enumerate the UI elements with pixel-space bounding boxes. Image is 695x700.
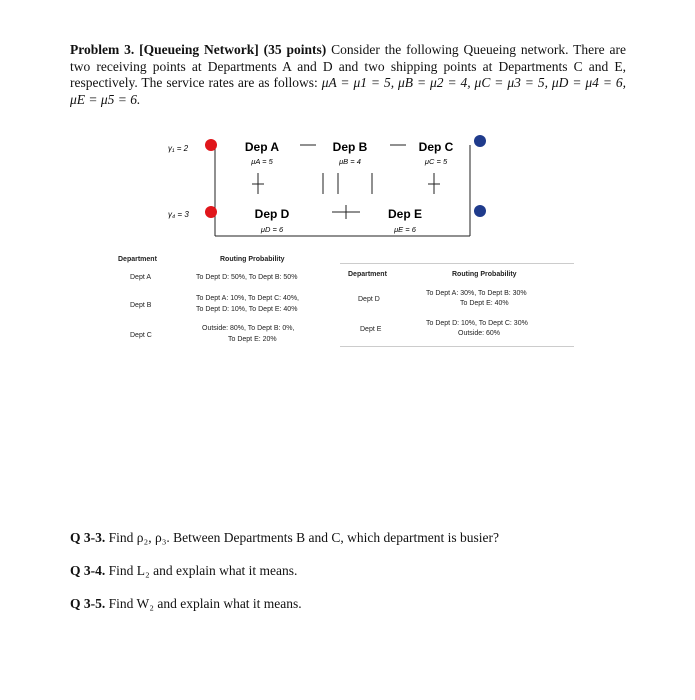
question-label: Q 3-4. <box>70 563 106 578</box>
dep-b-rate: μB = 4 <box>339 157 361 166</box>
question-text: Find W₂ and explain what it means. <box>105 596 302 611</box>
table-left-row-c-dept: Dept C <box>130 332 152 339</box>
question-3-5 <box>70 596 302 612</box>
receive-point-d <box>205 206 217 218</box>
table-right-row-e-dept: Dept E <box>360 326 382 333</box>
arrival-rate-a: γ₁ = 2 <box>168 144 189 153</box>
table-left-row-b-routing-2: To Dept D: 10%, To Dept E: 40% <box>196 306 298 313</box>
question-label: Q 3-5. <box>70 596 106 611</box>
table-left-row-a-dept: Dept A <box>130 274 152 281</box>
ship-point-e <box>474 205 486 217</box>
question-text: Find ρ₂, ρ₃. Between Departments B and C, which department is busier? <box>105 530 499 545</box>
question-3-3 <box>70 530 499 546</box>
dep-b-name: Dep B <box>332 140 368 154</box>
problem-text: Consider the following Queueing network. There are two receiving points at Departments A and D and two shipping points at Departments C and E, respectively. The service rates are as follows: <box>70 42 626 90</box>
dep-e-rate: μE = 6 <box>394 225 416 234</box>
queueing-network-diagram <box>0 0 695 260</box>
question-label: Q 3-3. <box>70 530 106 545</box>
table-left-row-c-routing-1: Outside: 80%, To Dept B: 0%, <box>202 325 295 332</box>
dep-c-name: Dep C <box>418 140 454 154</box>
dep-d-rate: μD = 6 <box>260 225 284 234</box>
table-left-col-department: Department <box>118 256 157 263</box>
dep-d-name: Dep D <box>254 207 290 221</box>
receive-point-a <box>205 139 217 151</box>
table-right-col-routing: Routing Probability <box>452 271 517 278</box>
table-right-row-e-routing-1: To Dept D: 10%, To Dept C: 30% <box>426 320 528 327</box>
table-left-row-c-routing-2: To Dept E: 20% <box>228 336 277 343</box>
arrival-rate-d: γ₄ = 3 <box>168 210 189 219</box>
table-right-col-department: Department <box>348 271 387 278</box>
ship-point-c <box>474 135 486 147</box>
table-left-row-b-routing-1: To Dept A: 10%, To Dept C: 40%, <box>196 295 299 302</box>
dep-a-rate: μA = 5 <box>251 157 273 166</box>
dep-a-name: Dep A <box>244 140 280 154</box>
table-right-row-e-routing-2: Outside: 60% <box>458 330 501 337</box>
table-right-row-d-routing-2: To Dept E: 40% <box>460 300 509 307</box>
table-right-row-d-dept: Dept D <box>358 296 380 303</box>
routing-table-right <box>340 263 574 347</box>
table-left-row-b-dept: Dept B <box>130 302 152 309</box>
table-right-row-d-routing-1: To Dept A: 30%, To Dept B: 30% <box>426 290 527 297</box>
table-left-row-a-routing: To Dept D: 50%, To Dept B: 50% <box>196 274 298 281</box>
routing-table-left <box>110 252 350 352</box>
dep-c-rate: μC = 5 <box>424 157 448 166</box>
question-text: Find L₂ and explain what it means. <box>105 563 298 578</box>
question-3-4 <box>70 563 297 579</box>
dep-e-name: Dep E <box>387 207 423 221</box>
service-rates: μA = μ1 = 5, μB = μ2 = 4, μC = μ3 = 5, μD = μ4 = 6, μE = μ5 = 6. <box>70 75 627 107</box>
table-left-col-routing: Routing Probability <box>220 256 285 263</box>
problem-heading: Problem 3. [Queueing Network] (35 points) <box>70 42 327 57</box>
